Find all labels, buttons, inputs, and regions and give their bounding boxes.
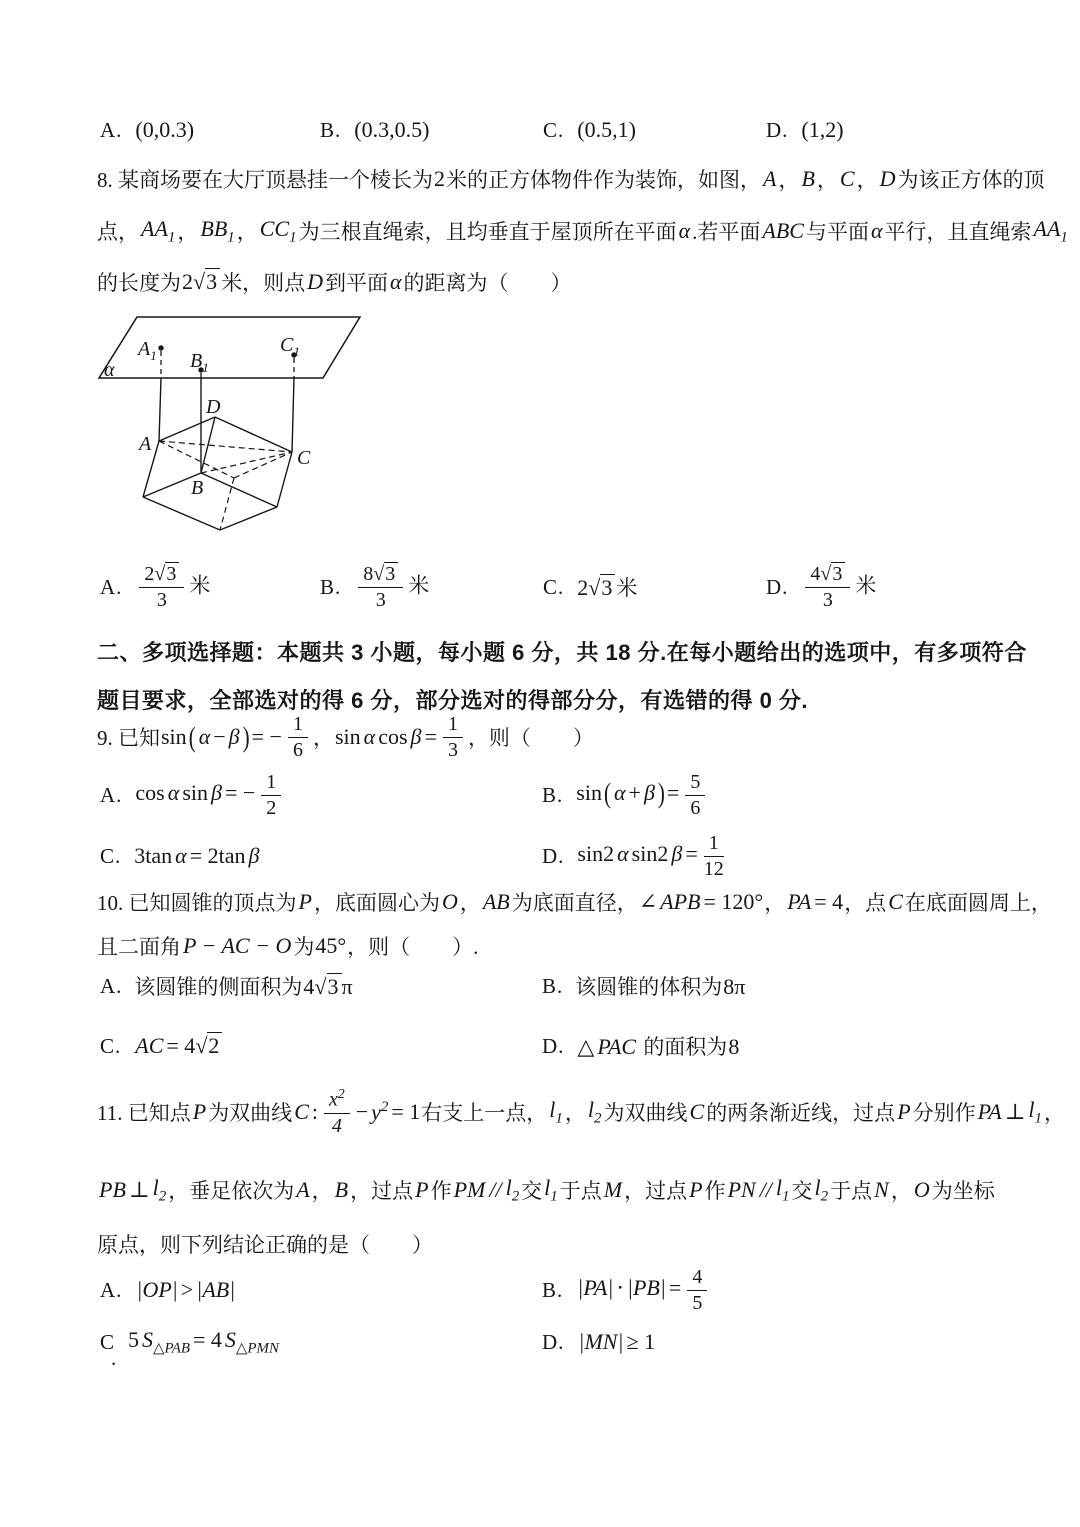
option-value: $\frac{4√3}{3}$ 米: [800, 563, 876, 612]
option-value: (0.3,0.5): [354, 117, 430, 142]
option-label: A.: [100, 117, 123, 142]
q10-option-a: [100, 968, 354, 1004]
label-a: A: [139, 433, 152, 455]
q7-option-c: [543, 110, 637, 150]
q10-option-c: [100, 1028, 223, 1064]
option-label: D.: [766, 117, 789, 142]
label-b1: $B_1$: [190, 350, 209, 375]
q7-option-d: [766, 110, 845, 150]
option-value: $\frac{8√3}{3}$ 米: [353, 563, 429, 612]
option-value: AC = 4√2: [133, 1033, 223, 1059]
q8-stem-line-1: 8. 某商场要在大厅顶悬挂一个棱长为 2 米的正方体物件作为装饰，如图， A ， B ， C ， D 为该正方体的顶: [97, 166, 1045, 192]
q8-stem-line-2: 点， $AA_1$ ， $BB_1$ ， $CC_1$ 为三根直绳索，且均垂直于屋顶所在平面 α .若平面 ABC 与平面 α 平行，且直绳索 $AA_1$: [97, 215, 1068, 246]
q11-options-row-1: [97, 1262, 1037, 1318]
option-label: D.: [542, 1329, 565, 1354]
option-label: D.: [542, 1033, 565, 1058]
option-value: |PA| ⋅ |PB| = $\frac{4}{5}$: [575, 1266, 712, 1315]
label-c1: $C_1$: [280, 334, 300, 359]
rope-dashed-segments: [161, 351, 294, 378]
section2-header-line-1: 二、多项选择题：本题共 3 小题，每小题 6 分，共 18 分.在每小题给出的选项中，有多项符合: [97, 639, 1027, 665]
q11-options-row-2: [97, 1324, 1037, 1360]
q8-stem-line-3: 的长度为 2√3 米，则点 D 到平面 α 的距离为（ ）: [97, 269, 572, 295]
option-label: A.: [100, 574, 123, 599]
option-label: D.: [766, 574, 789, 599]
option-label: B.: [320, 574, 342, 599]
label-alpha: α: [104, 359, 115, 381]
q10-option-d: [542, 1028, 740, 1064]
q9-option-c: [100, 838, 261, 874]
option-value: △ PAC 的面积为8: [577, 1034, 740, 1059]
option-value: (0.5,1): [577, 117, 636, 142]
option-value: |OP| > |AB|: [136, 1277, 236, 1302]
q11-option-b: [542, 1262, 712, 1318]
q9-option-a: [100, 768, 286, 822]
q8-option-b: [320, 550, 429, 624]
cube-solid-edges: [143, 417, 292, 530]
option-value: |MN| ≥ 1: [578, 1329, 656, 1354]
q7-option-a: [100, 110, 195, 150]
q11-stem-line-2: PB ⊥ $l_2$ ，垂足依次为 A ， B ，过点 P 作 PM // $l_2$ 交 $l_1$ 于点 M ，过点 P 作 PN // $l_1$ 交 $l_2$ 于点 N ， O 为坐标: [99, 1174, 995, 1205]
q9-option-b: [542, 768, 710, 822]
point-a1-dot: [158, 345, 163, 350]
section2-header-line-2: 题目要求，全部选对的得 6 分，部分选对的得部分分，有选错的得 0 分.: [97, 687, 809, 713]
option-label: A.: [100, 782, 123, 807]
label-c: C: [297, 447, 311, 469]
label-b: B: [191, 477, 204, 499]
q10-stem-line-1: 10. 已知圆锥的顶点为 P ，底面圆心为 O ， AB 为底面直径， ∠ APB = 120° ， PA = 4 ，点 C 在底面圆周上，: [97, 889, 1052, 915]
stray-period: .: [111, 1346, 117, 1370]
q9-stem: 9. 已知 sin ( α − β ) = − $\frac{1}{6}$ ， sin α cos β = $\frac{1}{3}$ ，则（ ）: [97, 712, 594, 761]
option-label: B.: [542, 782, 564, 807]
option-label: C.: [543, 117, 565, 142]
option-value: $\frac{2√3}{3}$ 米: [134, 563, 210, 612]
q9-option-d: [542, 831, 729, 880]
option-label: A.: [100, 973, 123, 998]
option-value: sin( α + β )= $\frac{5}{6}$: [575, 771, 710, 820]
option-value: 该圆锥的体积为8π: [575, 974, 746, 999]
option-label: C.: [543, 574, 565, 599]
q8-figure: [85, 305, 400, 550]
option-value: (1,2): [801, 117, 844, 142]
option-value: 2√3 米: [577, 575, 638, 600]
option-label: C.: [100, 1033, 122, 1058]
q11-option-a: [100, 1262, 237, 1318]
option-value: 该圆锥的侧面积为4√3 π: [134, 974, 353, 999]
label-a1: $A_1$: [138, 338, 157, 363]
q11-stem-line-1: 11. 已知点 P 为双曲线 C : $\frac{x^2}{4}$ − $y^2$ = 1 右支上一点， $l_1$ ， $l_2$ 为双曲线 C 的两条渐近线，过点 P 分别作 PA ⊥ $l_1$ ，: [97, 1086, 1065, 1137]
option-value: (0,0.3): [135, 117, 195, 142]
option-label: B.: [542, 1277, 564, 1302]
option-value: sin2 α sin2 β = $\frac{1}{12}$: [577, 831, 724, 880]
q10-options-row-2: [97, 1028, 1037, 1064]
option-value: 5 $S_{\triangle PAB} = 4$ $S_{\triangle PMN}$: [128, 1326, 279, 1357]
q8-option-c: [543, 550, 637, 624]
q10-option-b: [542, 968, 746, 1004]
q11-option-d: [542, 1324, 656, 1360]
option-value: 3tan α = 2tan β: [134, 843, 260, 868]
option-label: C.: [100, 843, 122, 868]
cube-hanging-diagram: [85, 305, 400, 550]
q7-option-b: [320, 110, 430, 150]
q10-options-row-1: [97, 968, 1037, 1004]
q11-option-c: [100, 1324, 281, 1360]
cube-dashed-edges: [159, 441, 292, 530]
q9-options-row-2: [97, 831, 1037, 880]
option-label: A.: [100, 1277, 123, 1302]
q7-options-row: [97, 110, 1037, 150]
q10-stem-line-2: 且二面角 P − AC − O 为 45° ，则（ ）.: [97, 933, 479, 959]
q8-option-d: [766, 550, 876, 624]
option-value: cos α sin β = − $\frac{1}{2}$: [134, 771, 286, 820]
q8-options-row: [97, 550, 1037, 624]
option-label: B.: [320, 117, 342, 142]
q11-stem-line-3: 原点，则下列结论正确的是（ ）: [97, 1233, 433, 1257]
rope-solid-segments: [159, 378, 294, 472]
q9-options-row-1: [97, 768, 1037, 822]
option-label: B.: [542, 973, 564, 998]
option-label: C: [100, 1329, 116, 1354]
option-label: D.: [542, 843, 565, 868]
q8-option-a: [100, 550, 210, 624]
label-d: D: [206, 396, 221, 418]
